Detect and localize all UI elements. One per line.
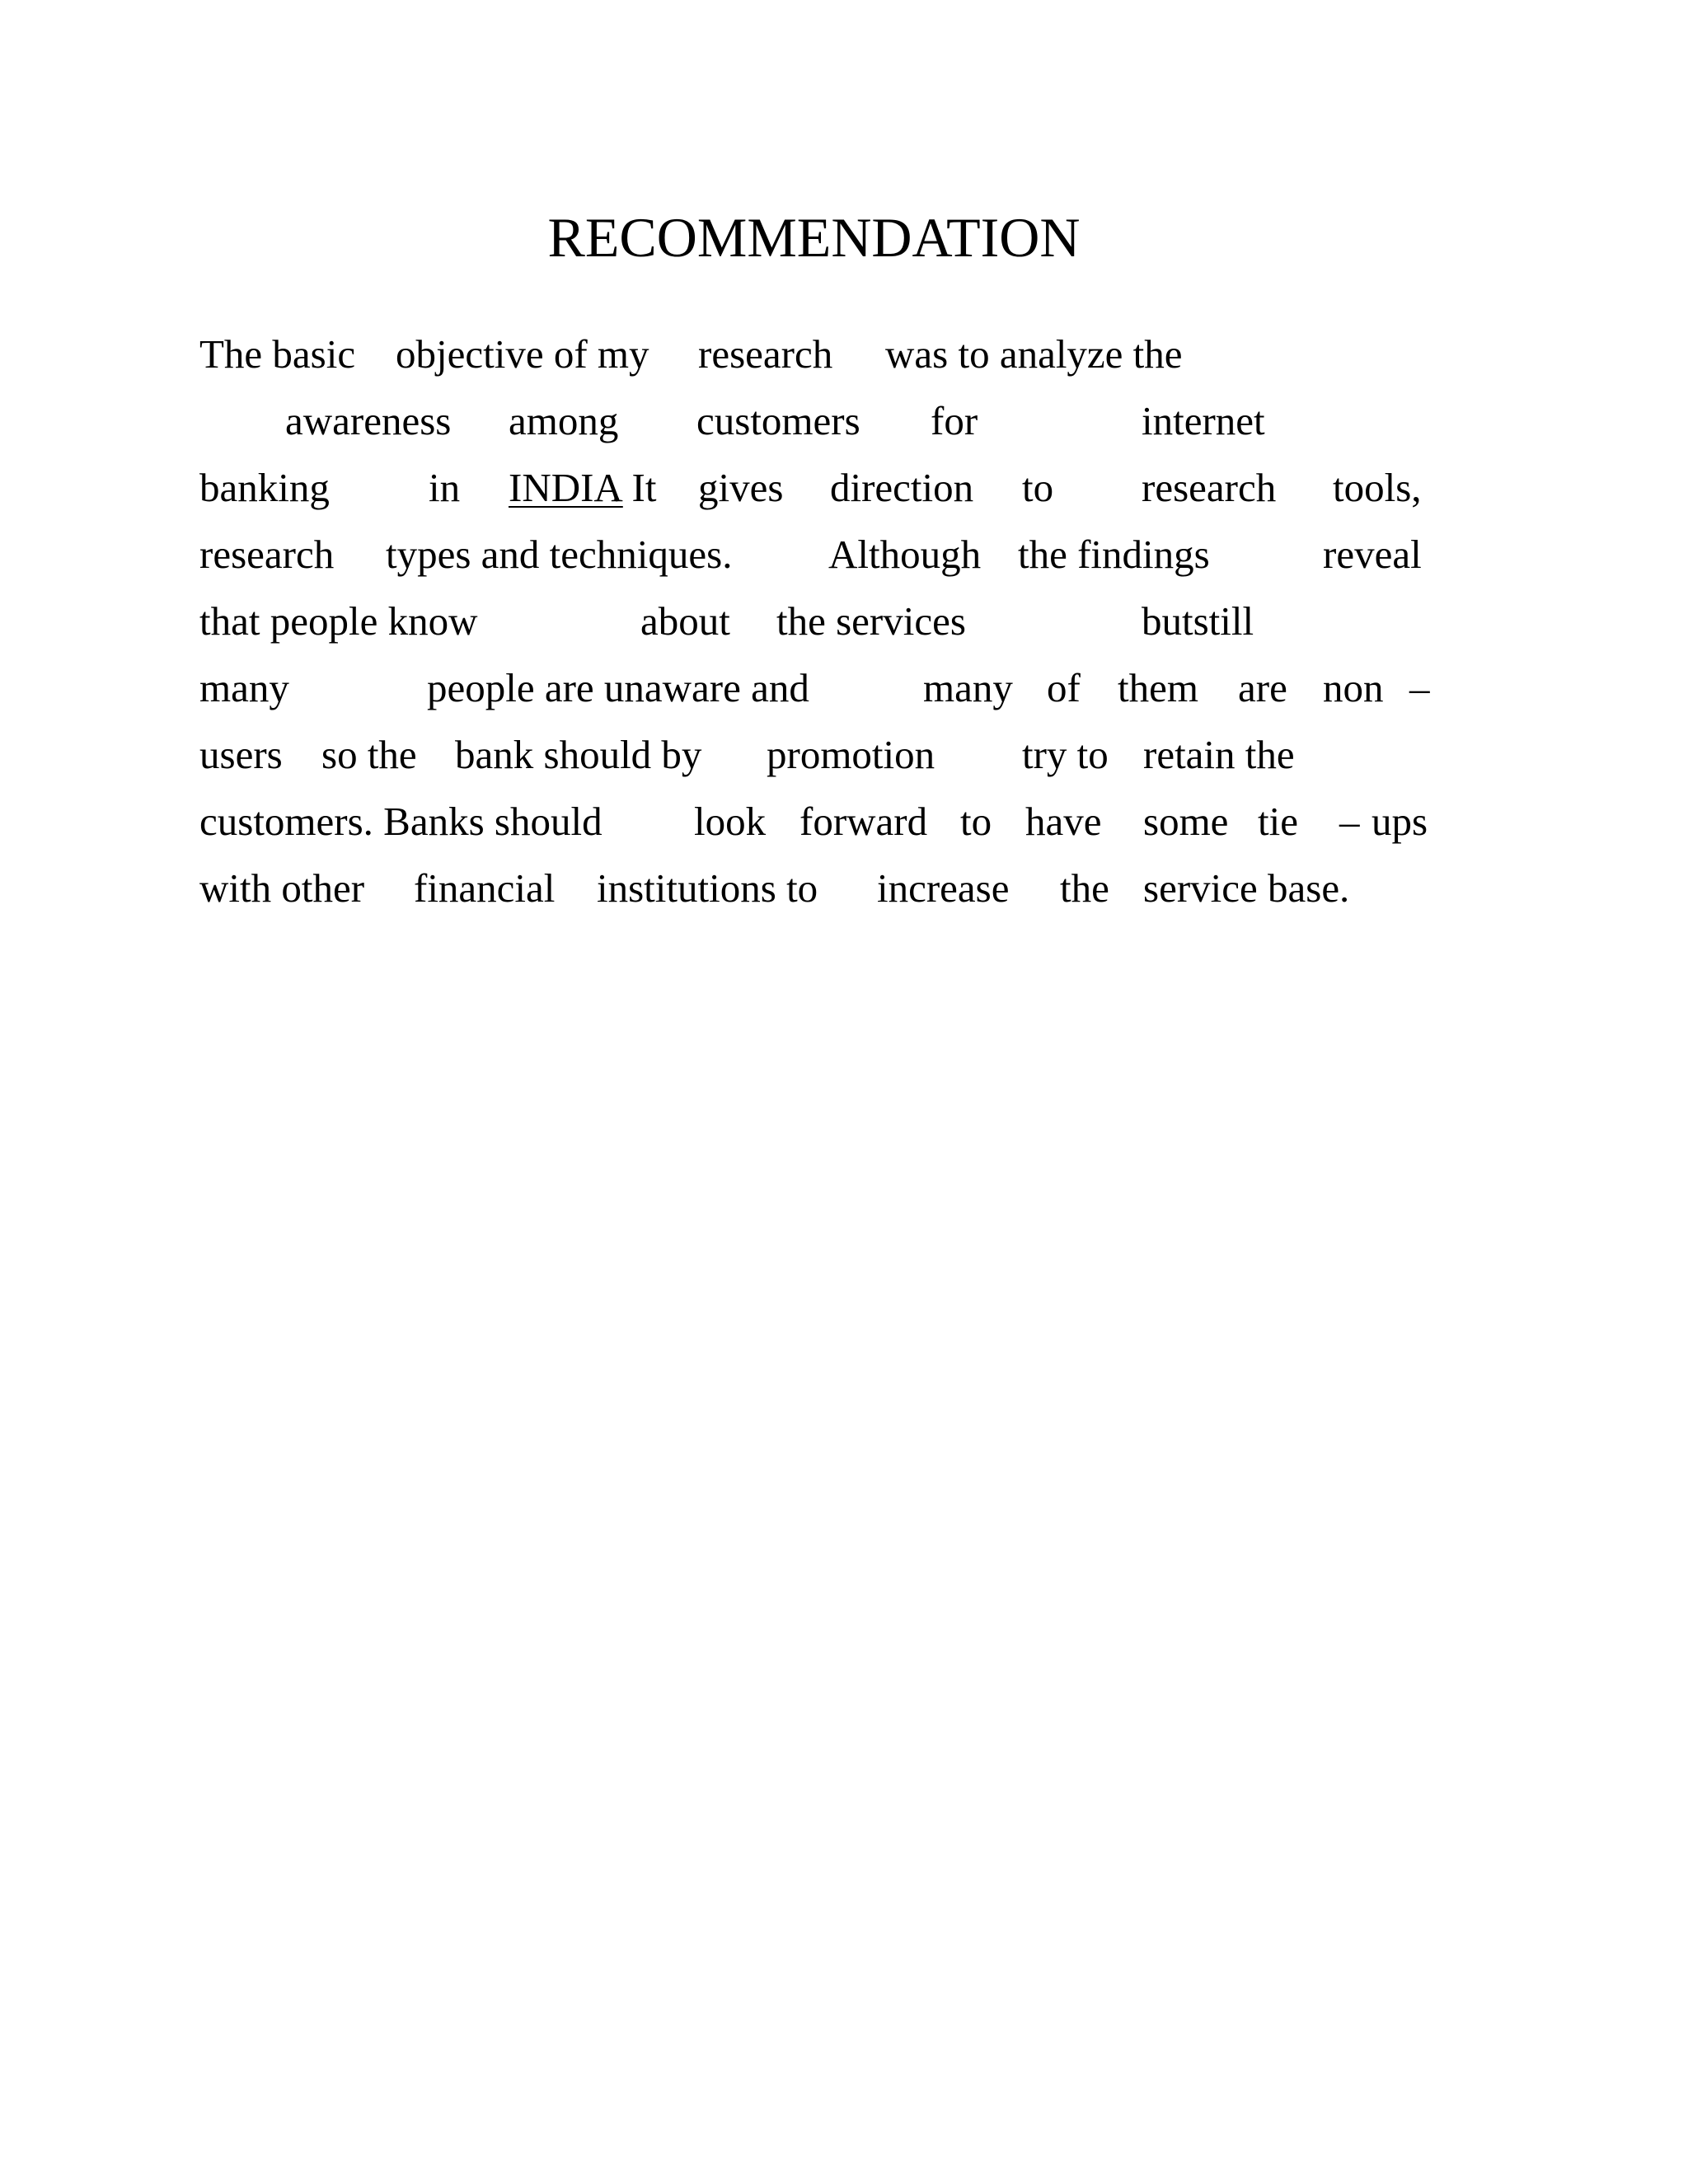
text-segment: service base. — [1143, 865, 1350, 911]
text-segment: many — [199, 665, 289, 710]
text-segment: to — [960, 799, 992, 844]
text-segment: banking — [199, 465, 330, 510]
text-segment: was to analyze the — [885, 331, 1183, 377]
text-segment: the findings — [1018, 532, 1210, 577]
text-segment: increase — [877, 865, 1010, 911]
text-segment: . It — [612, 465, 657, 510]
text-segment: The basic — [199, 331, 356, 377]
text-segment: retain the — [1143, 732, 1295, 777]
text-segment: promotion — [767, 732, 935, 777]
text-segment: many — [923, 665, 1013, 710]
text-segment: the — [1060, 865, 1109, 911]
text-segment: are — [1238, 665, 1287, 710]
text-segment: among — [509, 398, 619, 443]
text-segment: research — [698, 331, 833, 377]
text-segment: research — [1142, 465, 1277, 510]
text-segment: institutions to — [597, 865, 818, 911]
text-segment: – — [1339, 799, 1360, 844]
text-segment: internet — [1142, 398, 1265, 443]
text-segment: for — [931, 398, 978, 443]
text-segment: of — [1047, 665, 1081, 710]
text-segment: Although — [828, 532, 982, 577]
text-segment: tools, — [1333, 465, 1422, 510]
text-segment: customers — [696, 398, 860, 443]
text-segment: to — [1022, 465, 1054, 510]
text-segment: non — [1323, 665, 1384, 710]
text-segment: awareness — [285, 398, 452, 443]
text-segment: people are unaware and — [427, 665, 809, 710]
text-segment: the services — [776, 598, 966, 644]
text-segment: reveal — [1323, 532, 1422, 577]
text-segment: them — [1118, 665, 1198, 710]
text-segment: with other — [199, 865, 365, 911]
text-segment: about — [640, 598, 730, 644]
text-segment: types and techniques. — [386, 532, 733, 577]
text-segment: customers. Banks should — [199, 799, 603, 844]
india-link-text: INDIA — [509, 465, 623, 510]
text-segment: direction — [830, 465, 974, 510]
text-segment: users — [199, 732, 283, 777]
text-segment: that people know — [199, 598, 478, 644]
text-segment: financial — [414, 865, 556, 911]
text-segment: gives — [698, 465, 784, 510]
page-title: RECOMMENDATION — [547, 206, 1081, 269]
text-segment: look — [694, 799, 767, 844]
text-segment: tie — [1258, 799, 1298, 844]
text-segment: so the — [321, 732, 417, 777]
text-segment: ups — [1372, 799, 1428, 844]
text-segment: – — [1409, 665, 1430, 710]
text-segment: have — [1025, 799, 1102, 844]
text-segment: forward — [799, 799, 928, 844]
text-segment: try to — [1022, 732, 1109, 777]
text-segment: bank should by — [455, 732, 702, 777]
text-segment: some — [1143, 799, 1229, 844]
text-segment: research — [199, 532, 335, 577]
text-segment: objective of my — [396, 331, 649, 377]
text-segment: butstill — [1142, 598, 1254, 644]
text-segment: in — [429, 465, 461, 510]
